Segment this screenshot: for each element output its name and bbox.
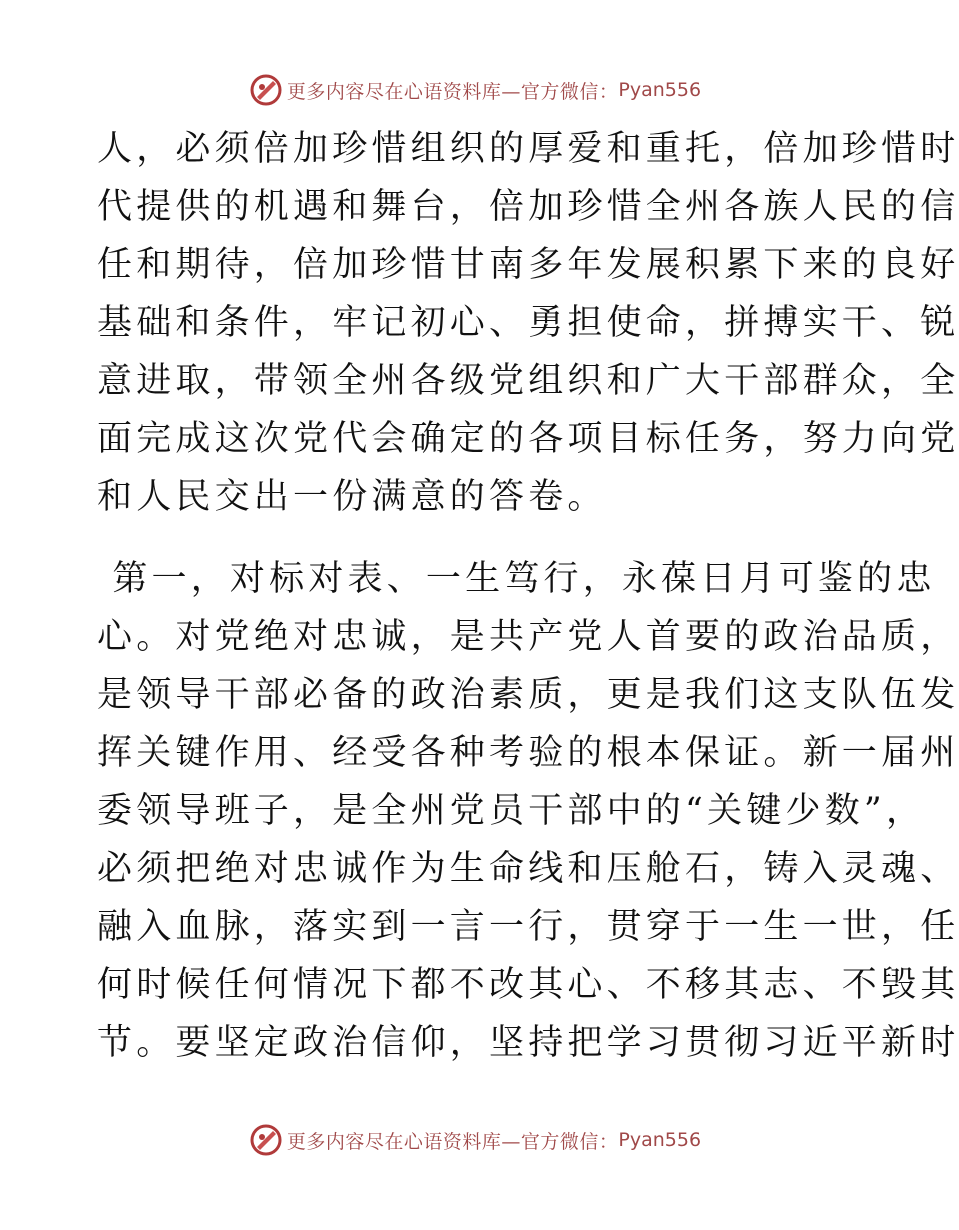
- paragraph-gap: [97, 526, 853, 550]
- logo-icon: [249, 73, 283, 107]
- text-line: 必须把绝对忠诚作为生命线和压舱石，铸入灵魂、: [97, 849, 959, 889]
- footer-text: 更多内容尽在心语资料库—官方微信：: [286, 1130, 619, 1153]
- text-line: 基础和条件，牢记初心、勇担使命，拼搏实干、锐: [97, 303, 959, 343]
- text-line: 是领导干部必备的政治素质，更是我们这支队伍发: [97, 675, 959, 715]
- text-line: 代提供的机遇和舞台，倍加珍惜全州各族人民的信: [97, 187, 959, 227]
- paragraph: [97, 120, 959, 526]
- text-line: 融入血脉，落实到一言一行，贯穿于一生一世，任: [97, 907, 959, 947]
- header-wechat-id: Pyan556: [618, 79, 702, 101]
- header-banner: [0, 70, 950, 110]
- text-line: 人，必须倍加珍惜组织的厚爱和重托，倍加珍惜时: [97, 129, 959, 169]
- document-body: [97, 120, 959, 1072]
- text-line: 心。对党绝对忠诚，是共产党人首要的政治品质，: [97, 617, 959, 657]
- text-line: 何时候任何情况下都不改其心、不移其志、不毁其: [97, 965, 959, 1005]
- text-line: 面完成这次党代会确定的各项目标任务，努力向党: [97, 419, 959, 459]
- footer-wechat-id: Pyan556: [618, 1129, 702, 1151]
- footer-banner: [0, 1120, 950, 1160]
- text-line: 第一，对标对表、一生笃行，永葆日月可鉴的忠: [97, 559, 936, 599]
- text-line: 委领导班子，是全州党员干部中的“关键少数”，: [97, 791, 926, 831]
- text-line: 任和期待，倍加珍惜甘南多年发展积累下来的良好: [97, 245, 959, 285]
- text-line: 节。要坚定政治信仰，坚持把学习贯彻习近平新时: [97, 1023, 959, 1063]
- text-line: 和人民交出一份满意的答卷。: [97, 477, 607, 517]
- logo-icon: [249, 1123, 283, 1157]
- paragraph: [97, 550, 959, 1072]
- header-text: 更多内容尽在心语资料库—官方微信：: [286, 80, 619, 103]
- text-line: 意进取，带领全州各级党组织和广大干部群众，全: [97, 361, 959, 401]
- text-line: 挥关键作用、经受各种考验的根本保证。新一届州: [97, 733, 959, 773]
